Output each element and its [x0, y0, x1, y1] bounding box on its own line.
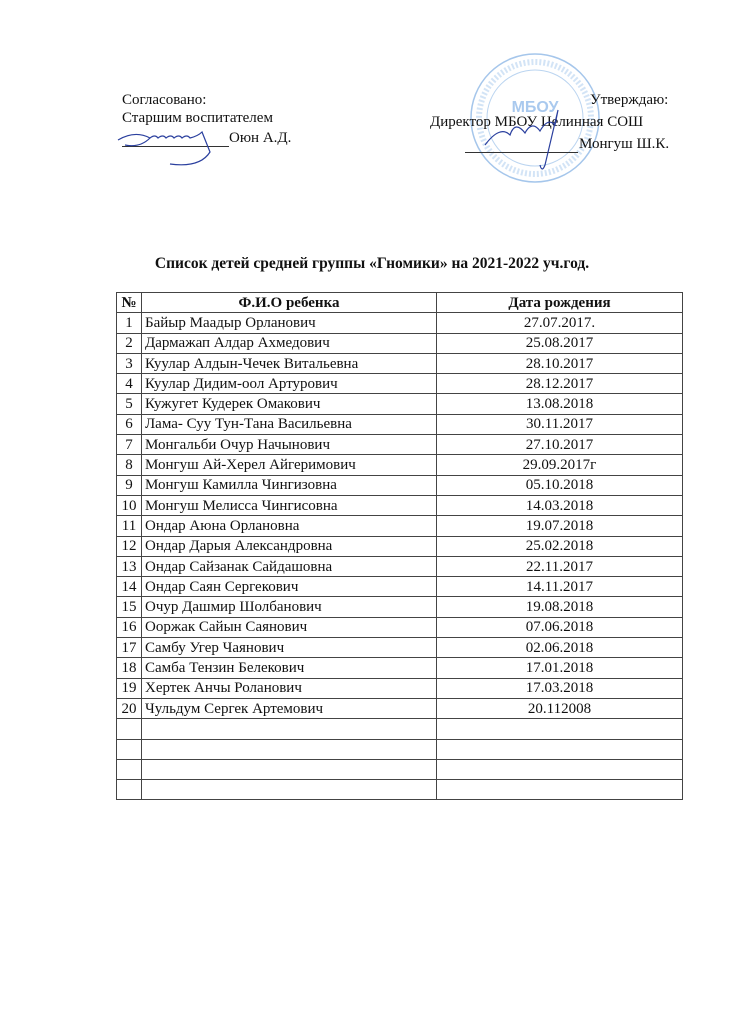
table-row: [117, 435, 683, 455]
child-name: Дармажап Алдар Ахмедович: [142, 333, 437, 353]
signature-left: [110, 120, 240, 180]
approval-right-label: Утверждаю:: [590, 92, 669, 108]
row-number: 1: [117, 313, 142, 333]
child-name: Куулар Дидим-оол Артурович: [142, 374, 437, 394]
child-name: Очур Дашмир Шолбанович: [142, 597, 437, 617]
empty-cell: [117, 719, 142, 739]
row-number: 20: [117, 698, 142, 718]
approval-left-position: Старшим воспитателем: [122, 110, 273, 126]
row-number: 12: [117, 536, 142, 556]
empty-cell: [142, 759, 437, 779]
birth-date: 29.09.2017г: [437, 455, 683, 475]
empty-cell: [142, 739, 437, 759]
row-number: 10: [117, 495, 142, 515]
empty-cell: [117, 739, 142, 759]
child-name: Кужугет Кудерек Омакович: [142, 394, 437, 414]
row-number: 11: [117, 516, 142, 536]
birth-date: 28.12.2017: [437, 374, 683, 394]
empty-cell: [437, 719, 683, 739]
birth-date: 02.06.2018: [437, 638, 683, 658]
row-number: 9: [117, 475, 142, 495]
row-number: 2: [117, 333, 142, 353]
table-row: [117, 556, 683, 576]
birth-date: 20.112008: [437, 698, 683, 718]
row-number: 17: [117, 638, 142, 658]
header-name: Ф.И.О ребенка: [142, 293, 437, 313]
birth-date: 17.01.2018: [437, 658, 683, 678]
birth-date: 14.03.2018: [437, 495, 683, 515]
empty-cell: [437, 780, 683, 800]
table-row: [117, 597, 683, 617]
table-row: [117, 495, 683, 515]
table-row: [117, 516, 683, 536]
child-name: Хертек Анчы Роланович: [142, 678, 437, 698]
signature-right: [470, 95, 580, 175]
header-birthdate: Дата рождения: [437, 293, 683, 313]
approval-right-position: Директор МБОУ Целинная СОШ: [430, 114, 644, 130]
birth-date: 17.03.2018: [437, 678, 683, 698]
child-name: Лама- Суу Тун-Тана Васильевна: [142, 414, 437, 434]
empty-cell: [142, 780, 437, 800]
table-row: [117, 333, 683, 353]
row-number: 7: [117, 435, 142, 455]
children-table: [116, 292, 683, 800]
child-name: Ондар Сайзанак Сайдашовна: [142, 556, 437, 576]
birth-date: 22.11.2017: [437, 556, 683, 576]
row-number: 8: [117, 455, 142, 475]
birth-date: 07.06.2018: [437, 617, 683, 637]
child-name: Самба Тензин Белекович: [142, 658, 437, 678]
empty-table-row: [117, 780, 683, 800]
approval-left-name: Оюн А.Д.: [229, 130, 292, 146]
child-name: Ондар Дарыя Александровна: [142, 536, 437, 556]
birth-date: 30.11.2017: [437, 414, 683, 434]
empty-cell: [117, 780, 142, 800]
table-row: [117, 374, 683, 394]
birth-date: 19.08.2018: [437, 597, 683, 617]
empty-cell: [437, 759, 683, 779]
table-row: [117, 658, 683, 678]
child-name: Куулар Алдын-Чечек Витальевна: [142, 353, 437, 373]
row-number: 19: [117, 678, 142, 698]
table-row: [117, 698, 683, 718]
row-number: 5: [117, 394, 142, 414]
child-name: Ондар Саян Сергекович: [142, 577, 437, 597]
child-name: Байыр Маадыр Орланович: [142, 313, 437, 333]
table-row: [117, 353, 683, 373]
child-name: Монгуш Ай-Херел Айгеримович: [142, 455, 437, 475]
child-name: Монгуш Мелисса Чингисовна: [142, 495, 437, 515]
row-number: 18: [117, 658, 142, 678]
birth-date: 27.10.2017: [437, 435, 683, 455]
birth-date: 28.10.2017: [437, 353, 683, 373]
table-row: [117, 638, 683, 658]
birth-date: 14.11.2017: [437, 577, 683, 597]
approval-right-name: Монгуш Ш.К.: [579, 136, 670, 152]
empty-table-row: [117, 719, 683, 739]
row-number: 4: [117, 374, 142, 394]
table-row: [117, 577, 683, 597]
table-row: [117, 414, 683, 434]
row-number: 14: [117, 577, 142, 597]
table-row: [117, 536, 683, 556]
child-name: Самбу Угер Чаянович: [142, 638, 437, 658]
table-row: [117, 617, 683, 637]
row-number: 16: [117, 617, 142, 637]
svg-text:МБОУ: МБОУ: [511, 99, 559, 116]
row-number: 15: [117, 597, 142, 617]
table-row: [117, 678, 683, 698]
birth-date: 13.08.2018: [437, 394, 683, 414]
row-number: 13: [117, 556, 142, 576]
table-row: [117, 394, 683, 414]
empty-table-row: [117, 759, 683, 779]
birth-date: 05.10.2018: [437, 475, 683, 495]
table-header-row: [117, 293, 683, 313]
empty-cell: [117, 759, 142, 779]
empty-table-row: [117, 739, 683, 759]
child-name: Ооржак Сайын Саянович: [142, 617, 437, 637]
empty-cell: [437, 739, 683, 759]
birth-date: 25.02.2018: [437, 536, 683, 556]
birth-date: 25.08.2017: [437, 333, 683, 353]
row-number: 3: [117, 353, 142, 373]
child-name: Монгальби Очур Начынович: [142, 435, 437, 455]
child-name: Ондар Аюна Орлановна: [142, 516, 437, 536]
empty-cell: [142, 719, 437, 739]
birth-date: 27.07.2017.: [437, 313, 683, 333]
table-row: [117, 475, 683, 495]
birth-date: 19.07.2018: [437, 516, 683, 536]
document-title: Список детей средней группы «Гномики» на 2021-2022 уч.год.: [154, 255, 590, 272]
header-number: №: [117, 293, 142, 313]
child-name: Монгуш Камилла Чингизовна: [142, 475, 437, 495]
approval-left-label: Согласовано:: [122, 92, 207, 108]
table-row: [117, 313, 683, 333]
child-name: Чульдум Сергек Артемович: [142, 698, 437, 718]
row-number: 6: [117, 414, 142, 434]
table-row: [117, 455, 683, 475]
